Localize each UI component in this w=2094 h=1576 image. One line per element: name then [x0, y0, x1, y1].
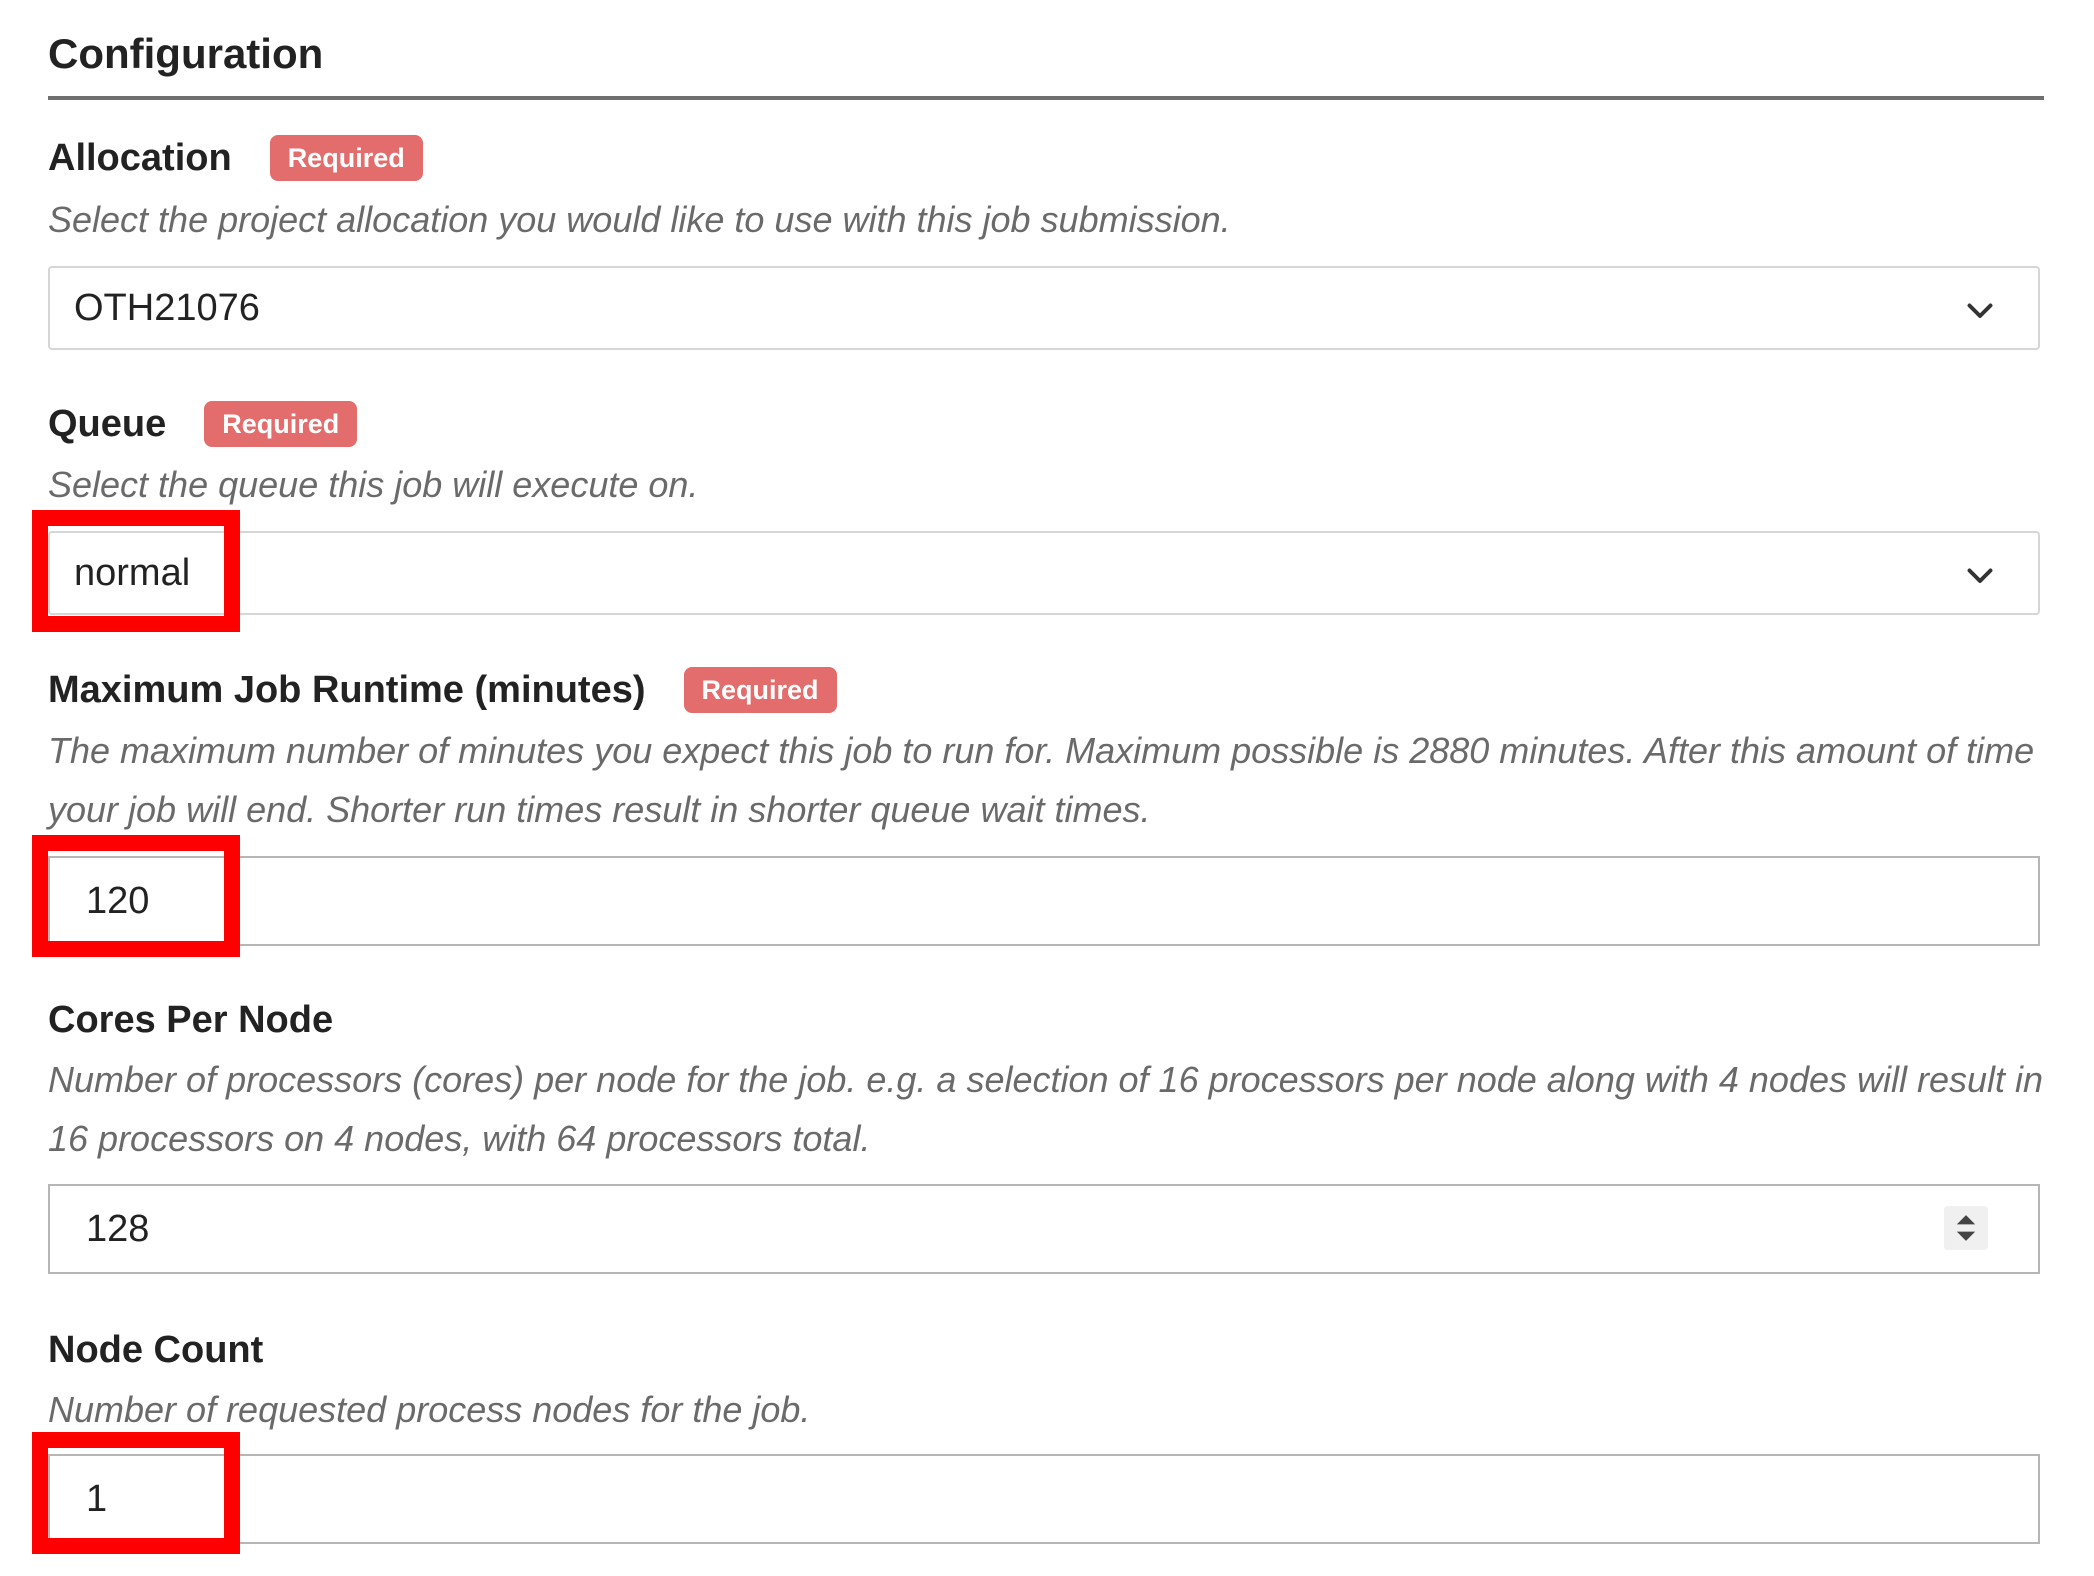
- runtime-input[interactable]: [48, 856, 2040, 946]
- allocation-required-badge: Required: [270, 135, 423, 181]
- runtime-help-text: The maximum number of minutes you expect this job to run for. Maximum possible is 2880 minutes. After this amount of time your job will end. Shorter run times result in shorter queue wait times.: [48, 730, 2035, 830]
- allocation-label-row: [48, 132, 423, 184]
- chevron-down-icon: [1962, 557, 1998, 593]
- queue-select[interactable]: [48, 531, 2040, 615]
- cores-per-node-input[interactable]: [48, 1184, 2040, 1274]
- runtime-label: Maximum Job Runtime (minutes): [48, 668, 646, 711]
- runtime-input-value: 120: [86, 879, 150, 922]
- queue-required-badge: Required: [204, 401, 357, 447]
- chevron-down-icon: [1962, 292, 1998, 328]
- runtime-required-badge: Required: [684, 667, 837, 713]
- queue-label-row: [48, 398, 357, 450]
- allocation-help-text: Select the project allocation you would like to use with this job submission.: [48, 199, 1231, 240]
- allocation-label: Allocation: [48, 136, 232, 179]
- nodes-input-value: 1: [86, 1477, 108, 1520]
- section-divider: [48, 96, 2044, 100]
- cores-label: Cores Per Node: [48, 998, 334, 1041]
- nodes-label: Node Count: [48, 1328, 264, 1371]
- nodes-help-text: Number of requested process nodes for the job.: [48, 1389, 811, 1430]
- queue-label: Queue: [48, 402, 167, 445]
- nodes-label-row: [48, 1324, 263, 1376]
- cores-input-value: 128: [86, 1207, 150, 1250]
- allocation-selected-value: OTH21076: [74, 286, 260, 329]
- cores-label-row: [48, 994, 333, 1046]
- section-title: Configuration: [48, 30, 324, 77]
- queue-selected-value: normal: [74, 551, 191, 594]
- cores-help-text: Number of processors (cores) per node for the job. e.g. a selection of 16 processors per node along with 4 nodes will result in 16 processors on 4 nodes, with 64 processors total.: [48, 1059, 2044, 1159]
- queue-help-text: Select the queue this job will execute on.: [48, 464, 699, 505]
- runtime-label-row: [48, 664, 837, 716]
- node-count-input[interactable]: [48, 1454, 2040, 1544]
- spinner-arrows-icon[interactable]: [1944, 1206, 1988, 1250]
- allocation-select[interactable]: [48, 266, 2040, 350]
